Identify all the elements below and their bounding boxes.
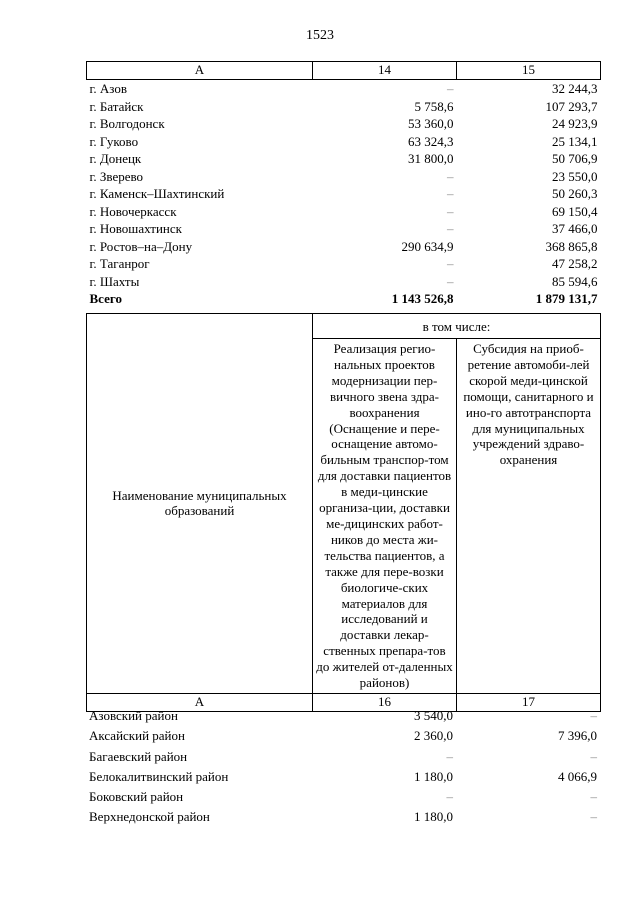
row-value-c17: – — [590, 748, 597, 764]
row-name: Боковский район — [89, 789, 184, 805]
row-value-c16: 3 540,0 — [414, 708, 453, 723]
row-value-c14: – — [447, 273, 454, 289]
row-value-c16: 2 360,0 — [414, 728, 453, 744]
header-col-a: А — [87, 62, 313, 80]
row-value-c15: 85 594,6 — [552, 273, 598, 289]
row-name: г. Волгодонск — [89, 116, 165, 131]
row-name: г. Ростов–на–Дону — [89, 238, 193, 254]
table-row — [87, 115, 601, 133]
header-municipality-label: Наименование муниципальных образований — [112, 488, 287, 519]
row-value-c14: – — [447, 203, 454, 219]
table-districts-body — [86, 706, 600, 828]
row-value-c15: 37 466,0 — [552, 221, 598, 236]
row-value-c14: – — [447, 168, 454, 184]
header-including: в том числе: — [313, 314, 601, 339]
row-name: Аксайский район — [89, 728, 185, 744]
row-value-c16: – — [446, 789, 453, 805]
header-col-15: 15 — [457, 62, 601, 80]
row-value-c15: 368 865,8 — [545, 238, 598, 254]
row-value-c15: 50 260,3 — [552, 186, 598, 201]
table-row — [87, 133, 601, 151]
row-value-c14: 31 800,0 — [408, 151, 454, 166]
row-name: Азовский район — [89, 708, 178, 723]
row-value-c14: – — [447, 81, 454, 96]
row-value-c17: – — [590, 789, 597, 805]
row-value-c16: 1 180,0 — [414, 809, 453, 825]
table-row — [86, 726, 600, 746]
row-name: г. Зверево — [89, 168, 144, 184]
row-value-c14: – — [447, 221, 454, 236]
total-col-14: 1 143 526,8 — [391, 291, 454, 306]
header2-col-a: А — [87, 693, 313, 711]
table-cities-body — [87, 80, 601, 291]
row-name: г. Шахты — [89, 273, 140, 289]
row-value-c15: 25 134,1 — [552, 133, 598, 149]
total-col-15: 1 879 131,7 — [535, 291, 598, 306]
table-row — [87, 255, 601, 273]
table-row — [87, 150, 601, 168]
table-districts-header — [86, 313, 601, 712]
row-value-c16: – — [446, 748, 453, 764]
row-value-c16: 1 180,0 — [414, 768, 453, 784]
table-row — [87, 168, 601, 186]
row-value-c14: – — [447, 256, 454, 271]
table-cities — [86, 61, 601, 308]
row-name: г. Новочеркасск — [89, 203, 177, 219]
table-row — [87, 98, 601, 116]
table-row — [87, 220, 601, 238]
row-value-c14: 5 758,6 — [414, 98, 454, 114]
header2-col-17: 17 — [457, 693, 601, 711]
header-col-17-description: Субсидия на приоб-ретение автомоби-лей скорой меди-цинской помощи, санитарного и ино-го автотранспорта для муниципальных учреждений здраво-охранения — [457, 339, 601, 694]
row-value-c15: 24 923,9 — [552, 116, 598, 131]
row-value-c14: – — [447, 186, 454, 201]
header-col-14: 14 — [313, 62, 457, 80]
row-value-c15: 32 244,3 — [552, 81, 598, 96]
table-row — [86, 706, 600, 726]
row-name: г. Батайск — [89, 98, 144, 114]
row-value-c17: 7 396,0 — [558, 728, 597, 744]
row-value-c17: 4 066,9 — [558, 768, 597, 784]
header2-col-16: 16 — [313, 693, 457, 711]
table-row — [87, 238, 601, 256]
table-row — [86, 747, 600, 767]
table-row — [87, 185, 601, 203]
row-name: Верхнедонской район — [89, 809, 210, 825]
row-value-c14: 63 324,3 — [408, 133, 454, 149]
table-row — [87, 80, 601, 98]
row-name: Белокалитвинский район — [89, 768, 229, 784]
row-name: г. Гуково — [89, 133, 139, 149]
row-value-c15: 23 550,0 — [552, 168, 598, 184]
row-name: г. Таганрог — [89, 256, 150, 271]
row-name: г. Донецк — [89, 151, 142, 166]
row-name: г. Новошахтинск — [89, 221, 182, 236]
row-value-c15: 107 293,7 — [545, 98, 598, 114]
table-row — [86, 807, 600, 827]
table-row — [87, 273, 601, 291]
header-municipality-name — [87, 314, 313, 694]
row-value-c15: 47 258,2 — [552, 256, 598, 271]
total-row — [87, 290, 601, 308]
table-districts — [86, 706, 600, 828]
table-header-row — [87, 62, 601, 80]
row-name: г. Азов — [89, 81, 127, 96]
row-value-c17: – — [590, 809, 597, 825]
row-name: г. Каменск–Шахтинский — [89, 186, 225, 201]
row-value-c17: – — [590, 708, 597, 723]
table-row — [86, 767, 600, 787]
row-value-c14: 290 634,9 — [401, 238, 454, 254]
header-col-16-description: Реализация регио-нальных проектов модернизации пер-вичного звена здра-воохранения (Оснащение и пере-оснащение автомо-бильным транспор-том для доставки пациентов в меди-цинские организа-ции, доставки ме-дицинских работ-ников до места жи-тельства пациентов, а также для пере-возки биологиче-ских материалов для исследований и доставки лекар-ственных препара-тов до жителей от-даленных районов) — [313, 339, 457, 694]
row-value-c15: 69 150,4 — [552, 203, 598, 219]
page-number: 1523 — [306, 28, 334, 43]
total-label: Всего — [89, 291, 122, 306]
row-value-c14: 53 360,0 — [408, 116, 454, 131]
row-name: Багаевский район — [89, 748, 188, 764]
table-row — [87, 203, 601, 221]
table-row — [86, 787, 600, 807]
row-value-c15: 50 706,9 — [552, 151, 598, 166]
